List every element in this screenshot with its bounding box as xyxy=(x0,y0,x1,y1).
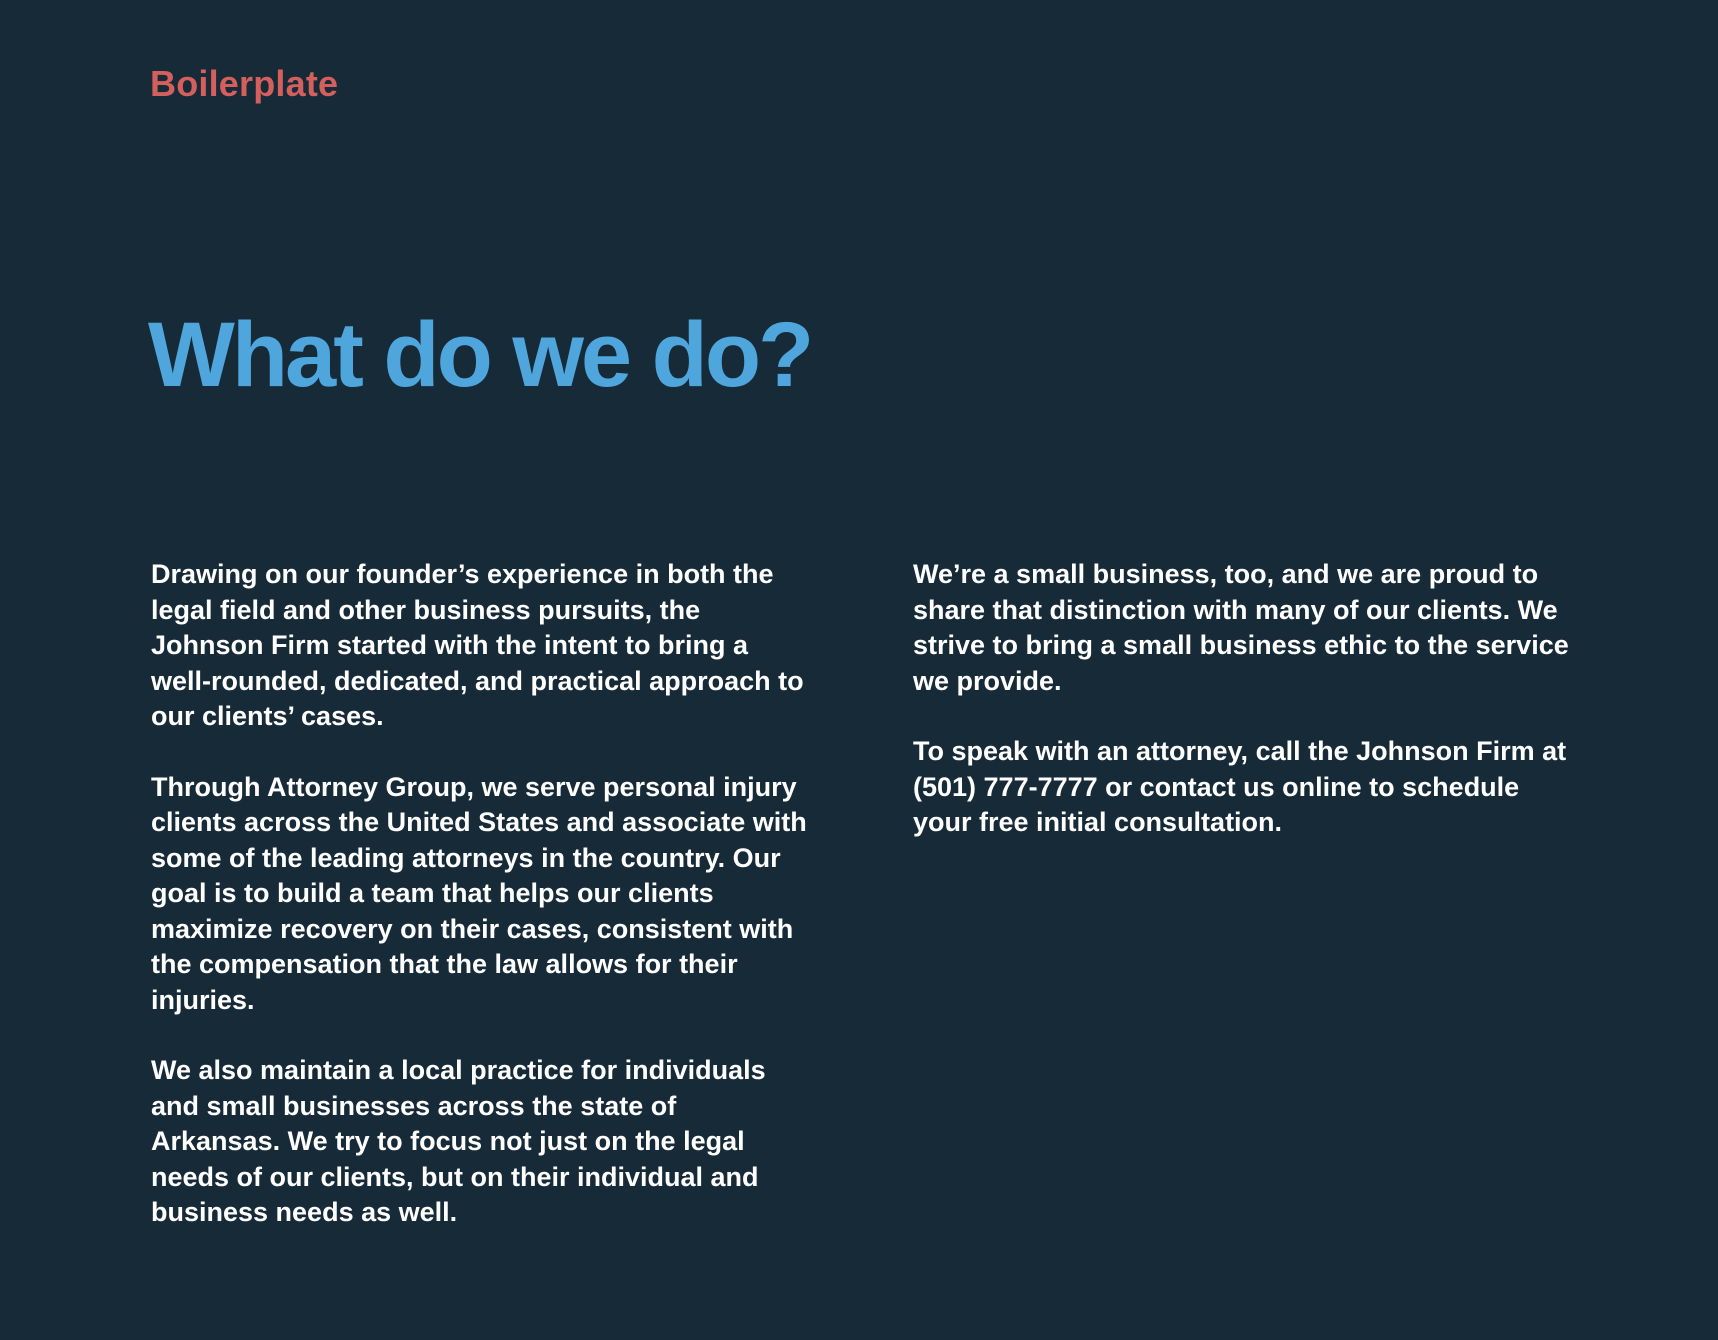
paragraph-small-business: We’re a small business, too, and we are proud to share that distinction with many of our clients. We strive to bring a small business ethic to the service we provide. xyxy=(913,559,1569,696)
page-title: What do we do? xyxy=(148,304,812,406)
left-column xyxy=(151,557,811,1266)
paragraph-founder-experience: Drawing on our founder’s experience in both the legal field and other business pursuits, the Johnson Firm started with the intent to bring a well-rounded, dedicated, and practical approach to our clients’ cases. xyxy=(151,559,804,731)
right-column xyxy=(913,557,1573,876)
paragraph-contact-info: To speak with an attorney, call the Johnson Firm at (501) 777-7777 or contact us online to schedule your free initial consultation. xyxy=(913,736,1567,837)
paragraph-attorney-group: Through Attorney Group, we serve personal injury clients across the United States and associate with some of the leading attorneys in the country. Our goal is to build a team that helps our clients maximize recovery on their cases, consistent with the compensation that the law allows for their injuries. xyxy=(151,771,807,1015)
section-label: Boilerplate xyxy=(150,63,339,104)
paragraph-local-practice: We also maintain a local practice for individuals and small businesses across the state of Arkansas. We try to focus not just on the legal needs of our clients, but on their individual and business needs as well. xyxy=(151,1055,766,1227)
